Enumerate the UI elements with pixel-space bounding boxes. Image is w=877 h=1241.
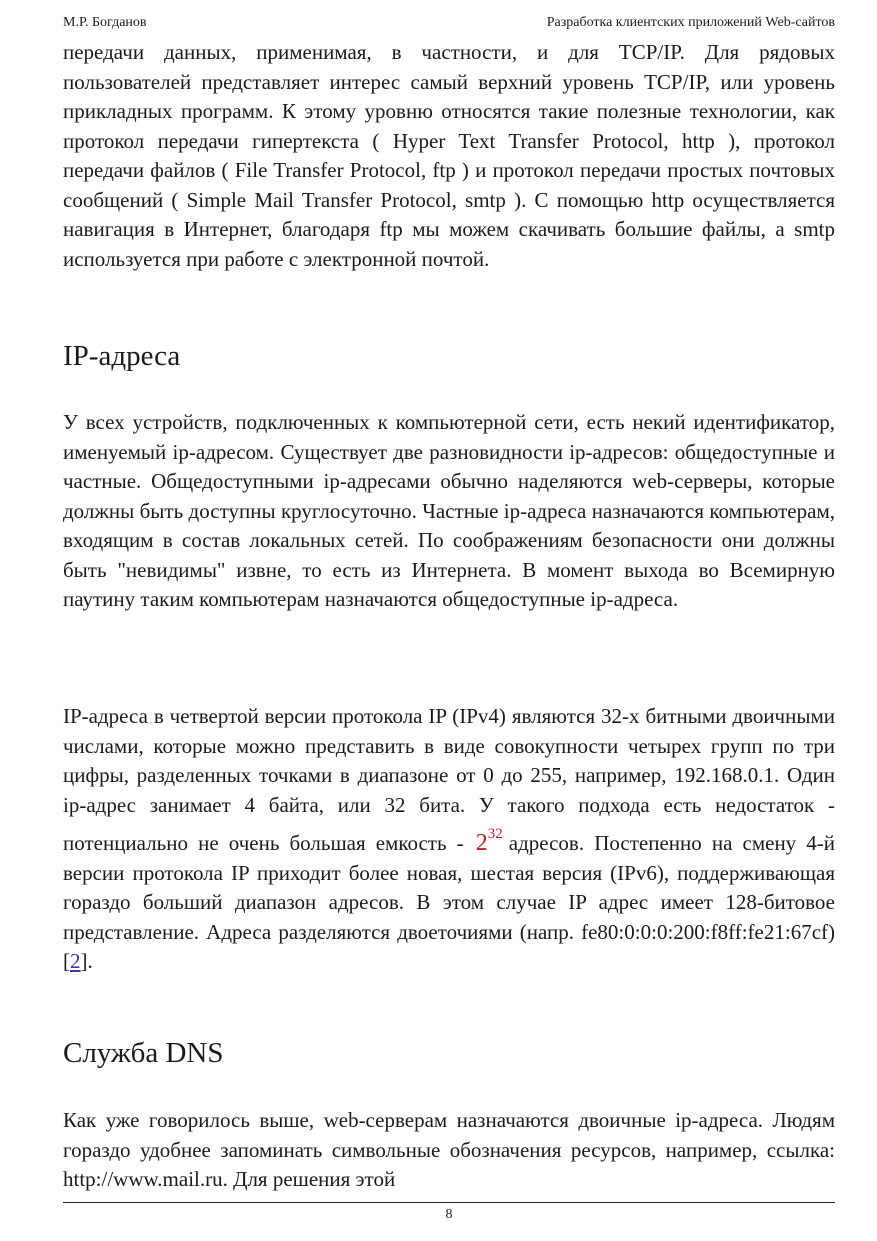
header-course-title: Разработка клиентских приложений Web-сайтов xyxy=(546,15,835,30)
dns-section-heading: Служба DNS xyxy=(63,1037,224,1069)
reference-open-bracket: [ xyxy=(63,949,70,973)
reference-close-bracket: ]. xyxy=(80,949,93,973)
power-of-two-formula xyxy=(475,826,503,856)
dns-paragraph-1: Как уже говорилось выше, web-серверам назначаются двоичные ip-адреса. Людям гораздо удобнее запоминать символьные обозначения ресурсов, например, ссылка: http://www.mail.ru. Для решения этой xyxy=(63,1108,835,1191)
page-number: 8 xyxy=(445,1207,453,1222)
reference-link[interactable]: 2 xyxy=(70,949,81,973)
formula-base: 2 xyxy=(475,830,488,856)
ip-paragraph-2 xyxy=(63,702,835,977)
footer-divider xyxy=(63,1202,835,1203)
ip-paragraph-2-text-after: адресов. Постепенно на смену 4-й версии протокола IP приходит более новая, шестая версия (IPv6), поддерживающая гораздо больший диапазон адресов. В этом случае IP адрес имеет 128-битовое представление. Адреса разделяются двоеточиями (напр. fe80:0:0:0:200:f8ff:fe21:67cf) xyxy=(63,831,836,944)
running-header xyxy=(63,15,835,31)
document-page xyxy=(63,0,835,1241)
header-author: М.Р. Богданов xyxy=(63,15,147,30)
ip-section-heading: IP-адреса xyxy=(63,340,181,372)
formula-exponent: 32 xyxy=(487,826,503,842)
intro-paragraph: передачи данных, применимая, в частности, и для TCP/IP. Для рядовых пользователей представляет интерес самый верхний уровень TCP/IP, или уровень прикладных программ. К этому уровню относятся такие полезные технологии, как протокол передачи гипертекста ( Hyper Text Transfer Protocol, http ), протокол передачи файлов ( File Transfer Protocol, ftp ) и протокол передачи простых почтовых сообщений ( Simple Mail Transfer Protocol, smtp ). С помощью http осуществляется навигация в Интернет, благодаря ftp мы можем скачивать большие файлы, а smtp используется при работе с электронной почтой. xyxy=(63,40,835,271)
ip-paragraph-2-text-before: IP-адреса в четвертой версии протокола IP (IPv4) являются 32-х битными двоичными числами, которые можно представить в виде совокупности четырех групп по три цифры, разделенных точками в диапазоне от 0 до 255, например, 192.168.0.1. Один ip-адрес занимает 4 байта, или 32 бита. У такого подхода есть недостаток - потенциально не очень большая емкость - xyxy=(63,704,835,855)
ip-paragraph-1: У всех устройств, подключенных к компьютерной сети, есть некий идентификатор, именуемый ip-адресом. Существует две разновидности ip-адресов: общедоступные и частные. Общедоступными ip-адресами обычно наделяются web-серверы, которые должны быть доступны круглосуточно. Частные ip-адреса назначаются компьютерам, входящим в состав локальных сетей. По соображениям безопасности они должны быть "невидимы" извне, то есть из Интернета. В момент выхода во Всемирную паутину таким компьютерам назначаются общедоступные ip-адреса. xyxy=(63,410,835,611)
